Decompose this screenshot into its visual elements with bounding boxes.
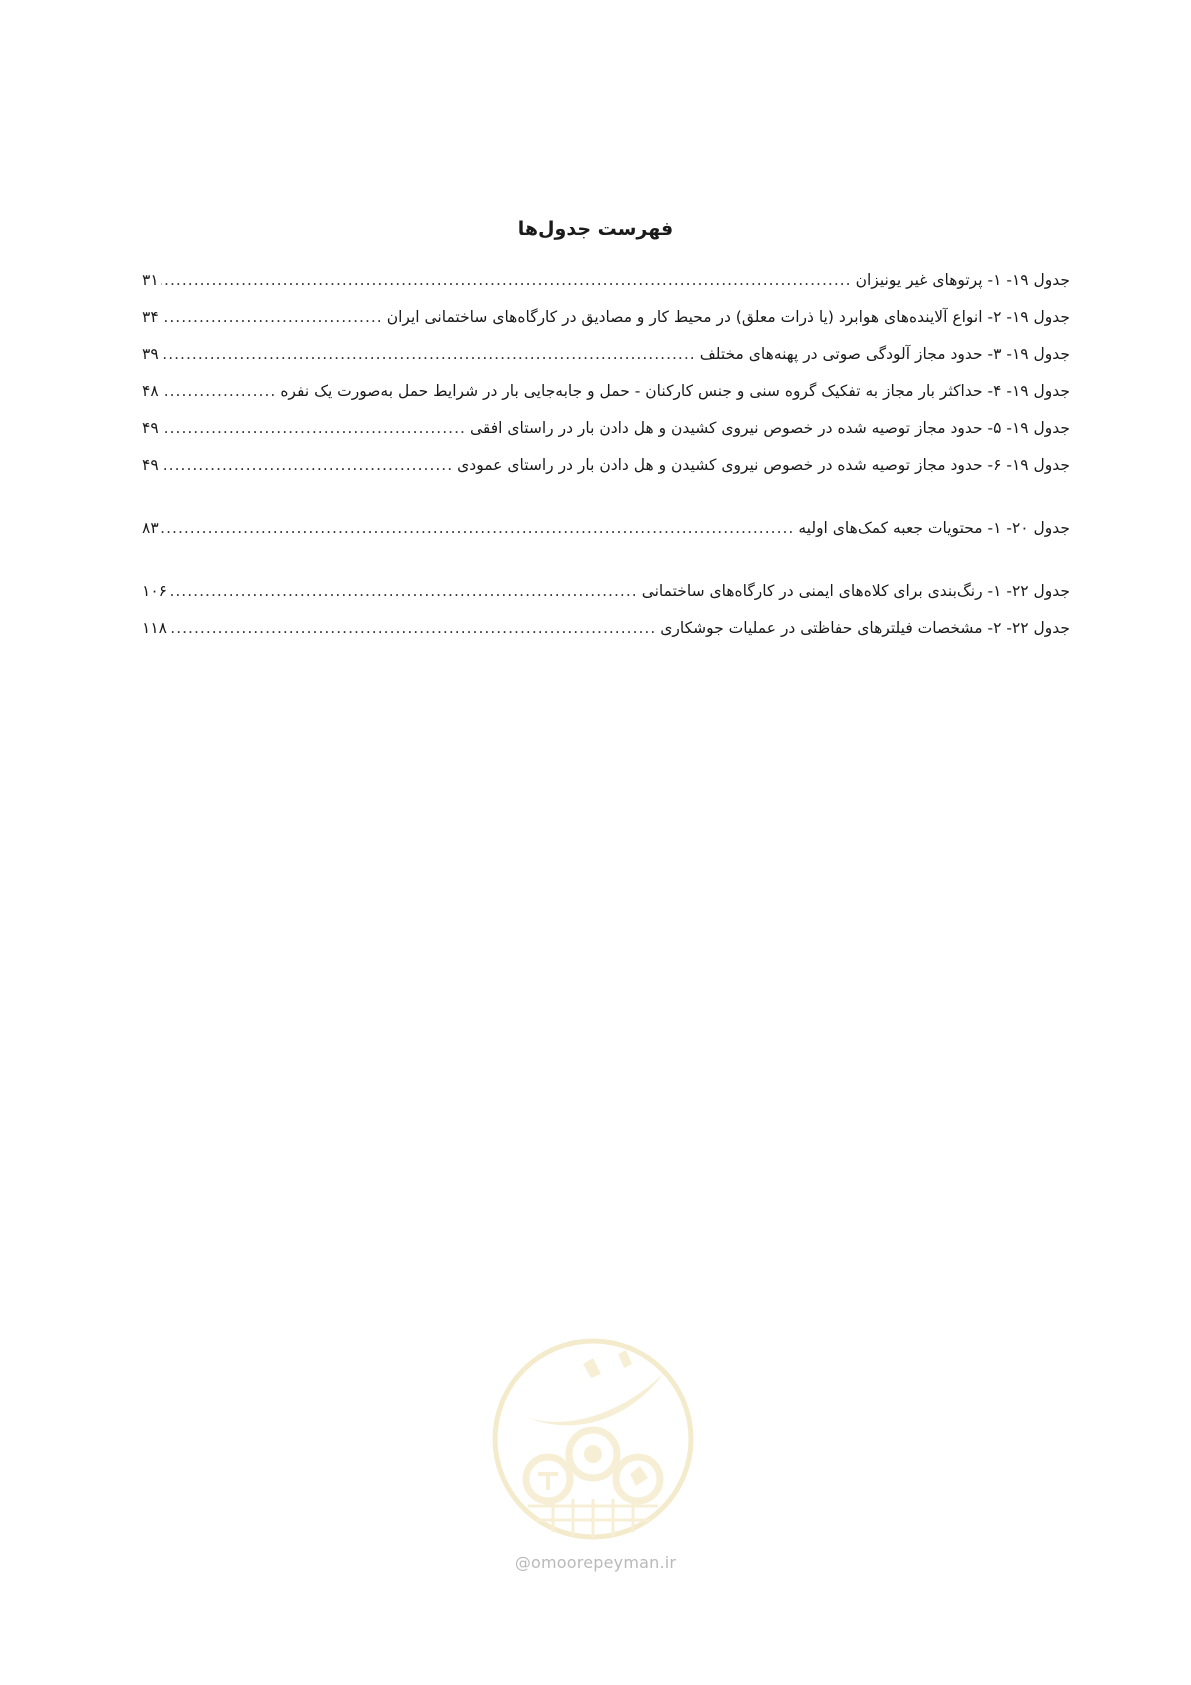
- toc-entry-page: ۳۴: [142, 308, 159, 326]
- toc-leader-dots: [161, 373, 277, 410]
- toc-entry-page: ۳۱: [142, 271, 159, 289]
- toc-leader-dots: [169, 610, 656, 647]
- toc-entry[interactable]: [142, 610, 1070, 647]
- table-of-tables: [142, 262, 1070, 673]
- page-title: فهرست جدول‌ها: [517, 218, 674, 240]
- toc-leader-dots: [169, 573, 638, 610]
- toc-entry[interactable]: [142, 299, 1070, 336]
- toc-entry[interactable]: [142, 573, 1070, 610]
- toc-entry[interactable]: [142, 510, 1070, 547]
- toc-entry-label: جدول ۱۹- ۲- انواع آلاینده‌های هوابرد (یا ذرات معلق) در محیط کار و مصادیق در کارگاه‌های ساختمانی ایران: [386, 308, 1070, 326]
- toc-leader-dots: [161, 262, 852, 299]
- toc-entry[interactable]: [142, 373, 1070, 410]
- toc-leader-dots: [161, 410, 466, 447]
- toc-entry-page: ۴۹: [142, 419, 159, 437]
- toc-entry-label: جدول ۱۹- ۵- حدود مجاز توصیه شده در خصوص نیروی کشیدن و هل دادن بار در راستای افقی: [469, 419, 1070, 437]
- watermark-text: @omoorepeyman.ir: [514, 1553, 677, 1572]
- toc-entry-page: ۳۹: [142, 345, 159, 363]
- toc-leader-dots: [161, 336, 696, 373]
- toc-entry[interactable]: [142, 262, 1070, 299]
- toc-group-chapter-19: [142, 262, 1070, 484]
- toc-entry-label: جدول ۱۹- ۳- حدود مجاز آلودگی صوتی در پهنه‌های مختلف: [699, 345, 1070, 363]
- toc-leader-dots: [161, 299, 383, 336]
- toc-entry-label: جدول ۲۲- ۲- مشخصات فیلترهای حفاظتی در عملیات جوشکاری: [660, 619, 1070, 637]
- toc-group-chapter-20: [142, 510, 1070, 547]
- toc-leader-dots: [161, 447, 454, 484]
- toc-group-chapter-22: [142, 573, 1070, 647]
- toc-entry[interactable]: [142, 447, 1070, 484]
- toc-entry-page: ۸۳: [142, 519, 159, 537]
- toc-entry-label: جدول ۱۹- ۴- حداکثر بار مجاز به تفکیک گروه سنی و جنس کارکنان - حمل و جابه‌جایی بار در شرایط حمل به‌صورت یک نفره: [280, 382, 1070, 400]
- toc-entry-label: جدول ۱۹- ۶- حدود مجاز توصیه شده در خصوص نیروی کشیدن و هل دادن بار در راستای عمودی: [457, 456, 1070, 474]
- toc-leader-dots: [161, 510, 795, 547]
- toc-entry-page: ۴۸: [142, 382, 159, 400]
- toc-entry-page: ۱۰۶: [142, 582, 167, 600]
- toc-entry-label: جدول ۲۰- ۱- محتویات جعبه کمک‌های اولیه: [798, 519, 1070, 537]
- toc-entry-page: ۱۱۸: [142, 619, 167, 637]
- toc-entry[interactable]: [142, 336, 1070, 373]
- toc-entry-label: جدول ۲۲- ۱- رنگ‌بندی برای کلاه‌های ایمنی در کارگاه‌های ساختمانی: [641, 582, 1070, 600]
- toc-entry[interactable]: [142, 410, 1070, 447]
- watermark-logo-icon: [488, 1334, 698, 1544]
- toc-entry-page: ۴۹: [142, 456, 159, 474]
- toc-entry-label: جدول ۱۹- ۱- پرتوهای غیر یونیزان: [855, 271, 1070, 289]
